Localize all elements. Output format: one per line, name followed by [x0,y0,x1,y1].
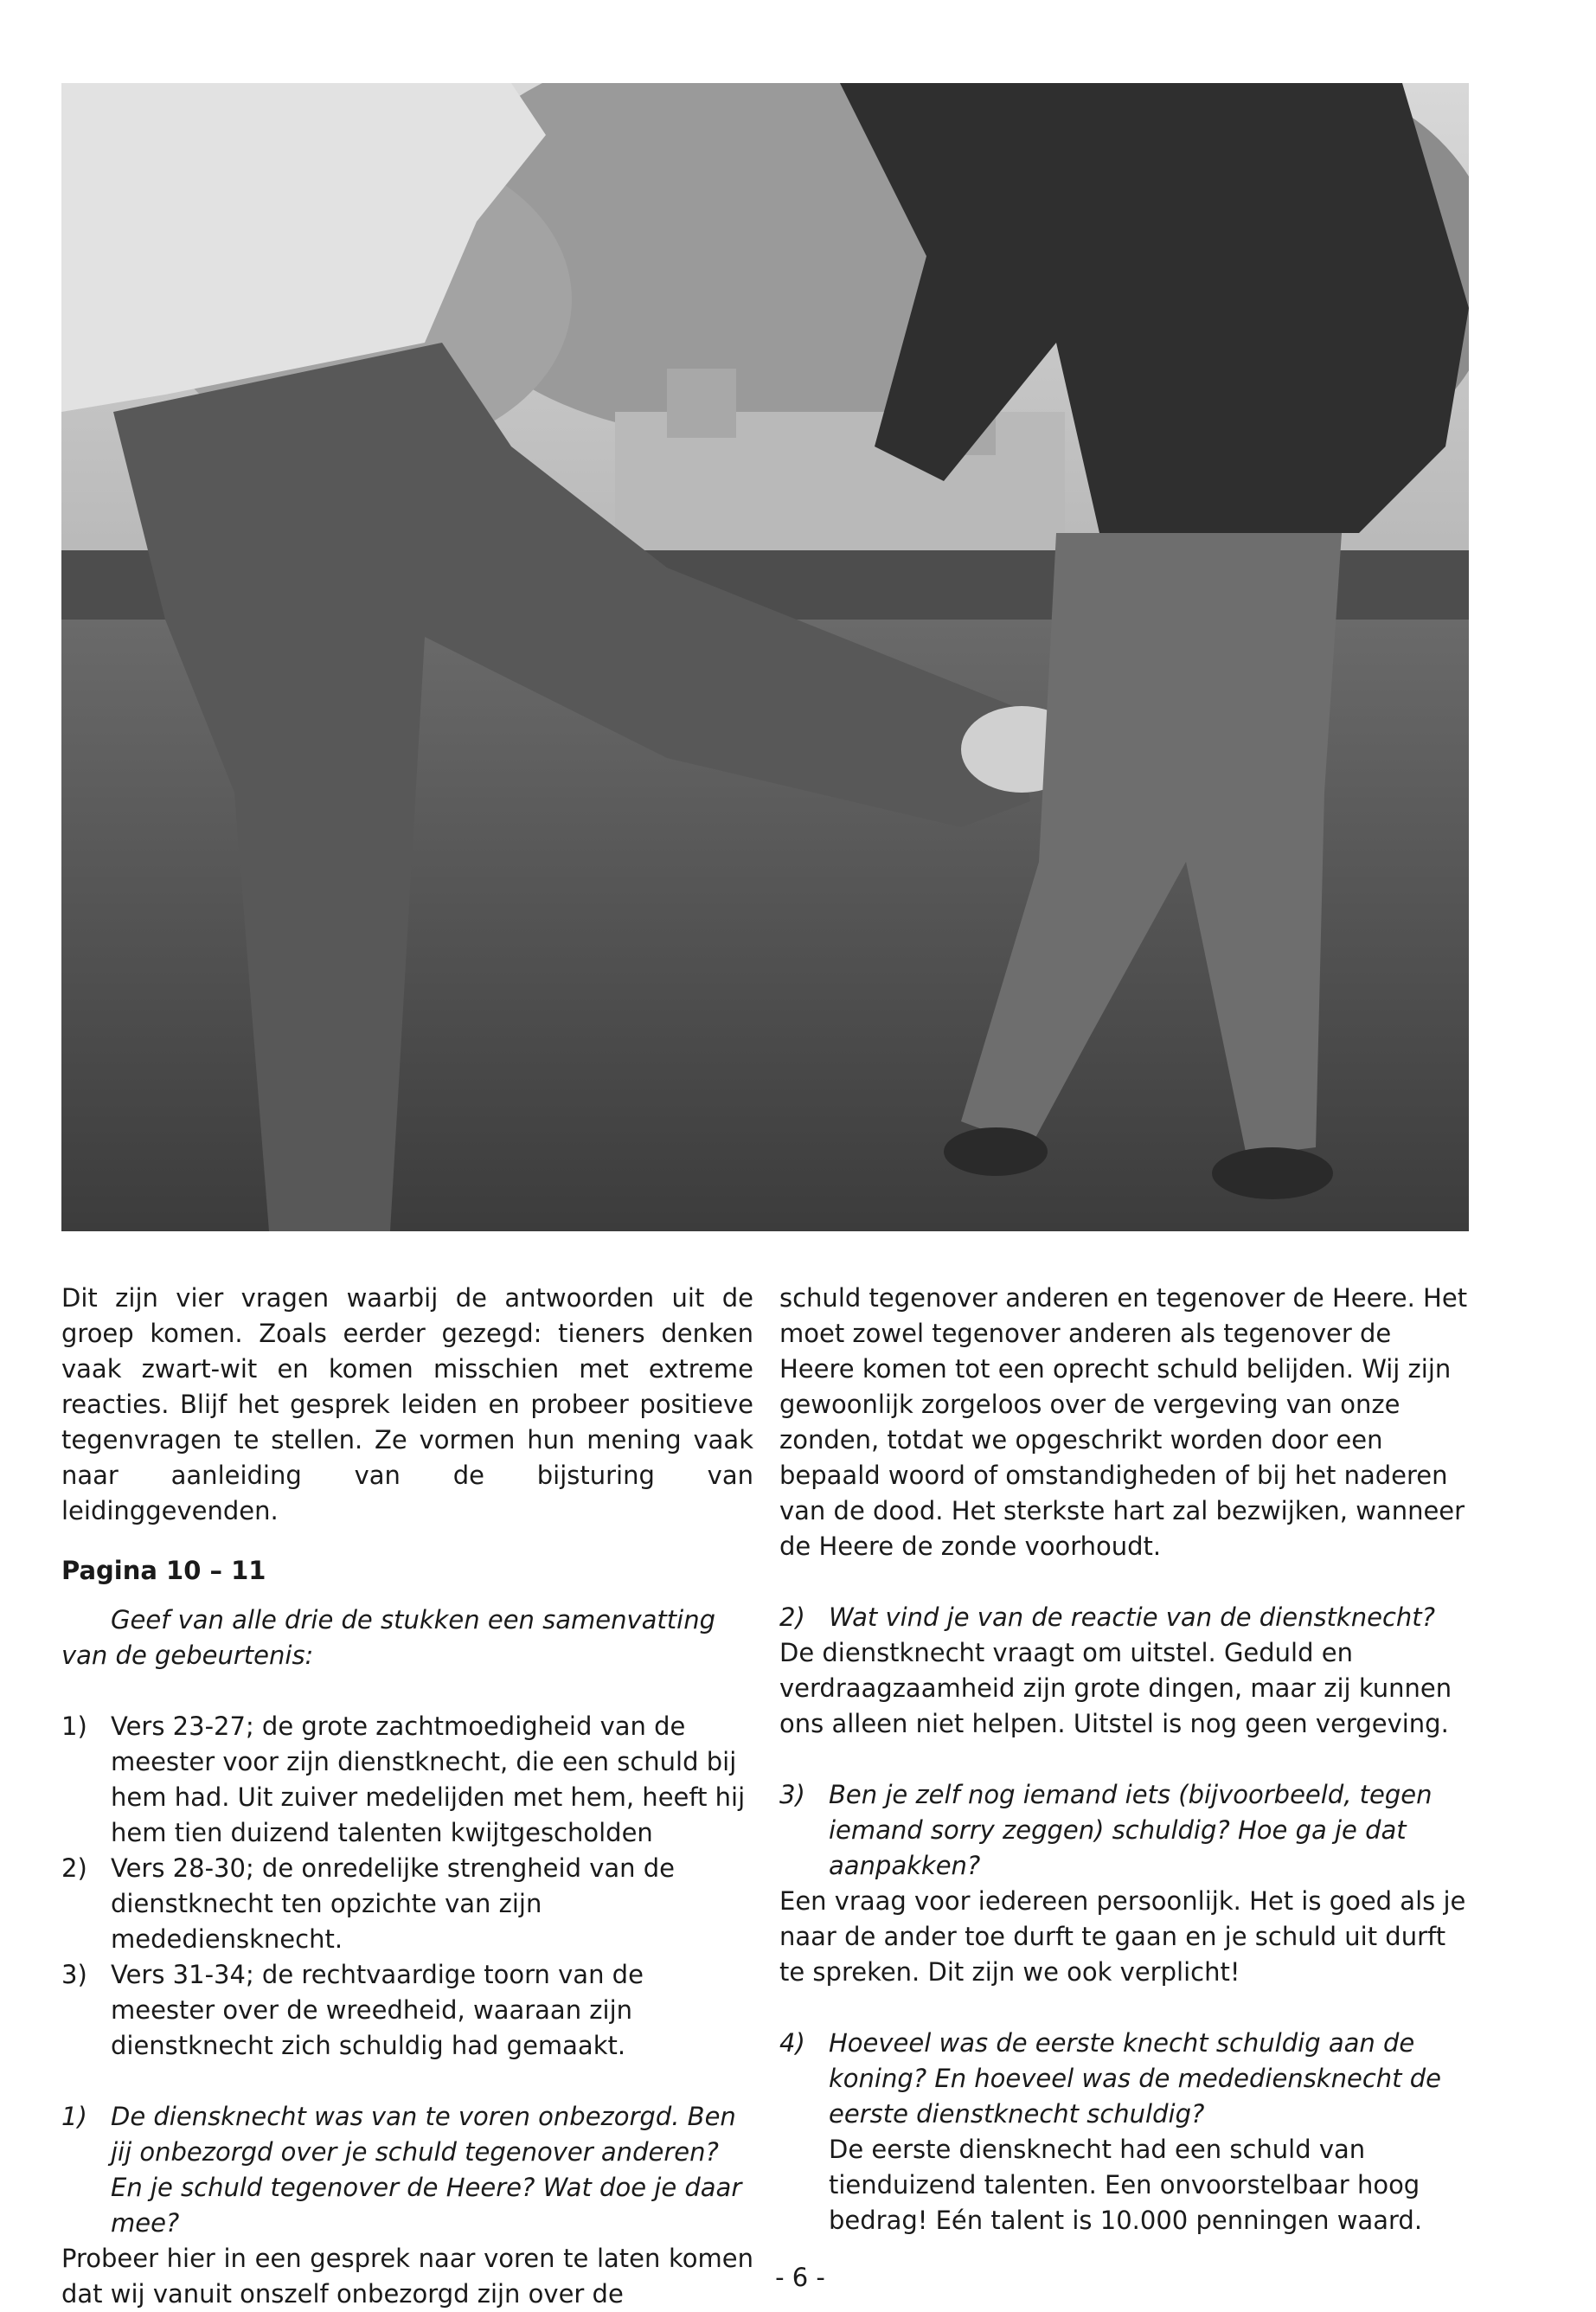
list-item: 1) Vers 23-27; de grote zachtmoedigheid van de meester voor zijn dienstknecht, die een schuld bij hem had. Uit zuiver medelijden met hem, heeft hij hem tien duizend talenten kwijtgescholden [61,1712,746,1847]
question-3: 3) Ben je zelf nog iemand iets (bijvoorbeeld, tegen iemand sorry zeggen) schuldig? Hoe ga je dat aanpakken? [779,1780,1433,1880]
list-item: 3) Vers 31-34; de rechtvaardige toorn van de meester over de wreedheid, waaraan zijn dienstknecht zich schuldig had gemaakt. [61,1960,644,2060]
summary-list [61,1709,753,2064]
question-2: 2) Wat vind je van de reactie van de dienstknecht? [779,1602,1436,1632]
answer-1-end: schuld tegenover anderen en tegenover de Heere. Het moet zowel tegenover anderen als tegenover de Heere komen tot een oprecht schuld belijden. Wij zijn gewoonlijk zorgeloos over de vergeving van onze zonden, totdat we opgeschrikt worden door een bepaald woord of omstandigheden of bij het naderen van de dood. Het sterkste hart zal bezwijken, wanneer de Heere de zonde voorhoudt. [779,1283,1468,1561]
question-4: 4) Hoeveel was de eerste knecht schuldig aan de koning? En hoeveel was de medediensknecht de eerste dienstknecht schuldig? [779,2028,1441,2129]
photo-two-people-kicking-icon [61,83,1469,1231]
question-1: 1) De diensknecht was van te voren onbezorgd. Ben jij onbezorgd over je schuld tegenover anderen? En je schuld tegenover de Heere? Wat doe je daar mee? [61,2102,742,2238]
answer-4: De eerste diensknecht had een schuld van tienduizend talenten. Een onvoorstelbaar hoog bedrag! Eén talent is 10.000 penningen waard. [829,2135,1423,2235]
left-column [61,1281,753,2312]
right-column [779,1281,1471,2238]
list-item: 2) Vers 28-30; de onredelijke strengheid van de dienstknecht ten opzichte van zijn medediensknecht. [61,1853,675,1954]
page-number: - 6 - [775,2263,825,2292]
photo [61,83,1469,1231]
section-heading: Pagina 10 – 11 [61,1556,266,1585]
instruction-text: Geef van alle drie de stukken een samenvatting van de gebeurtenis: [61,1605,716,1670]
intro-paragraph: Dit zijn vier vragen waarbij de antwoorden uit de groep komen. Zoals eerder gezegd: tieners denken vaak zwart-wit en komen misschien met extreme reacties. Blijf het gesprek leiden en probeer positieve tegenvragen te stellen. Ze vormen hun mening vaak naar aanleiding van de bijsturing van leidinggevenden. [61,1283,753,1525]
answer-2: De dienstknecht vraagt om uitstel. Geduld en verdraagzaamheid zijn grote dingen, maar zij kunnen ons alleen niet helpen. Uitstel is nog geen vergeving. [779,1638,1452,1738]
answer-1-start: Probeer hier in een gesprek naar voren te laten komen dat wij vanuit onszelf onbezorgd zijn over de [61,2244,753,2309]
answer-3: Een vraag voor iedereen persoonlijk. Het is goed als je naar de ander toe durft te gaan en je schuld uit durft te spreken. Dit zijn we ook verplicht! [779,1886,1466,1987]
